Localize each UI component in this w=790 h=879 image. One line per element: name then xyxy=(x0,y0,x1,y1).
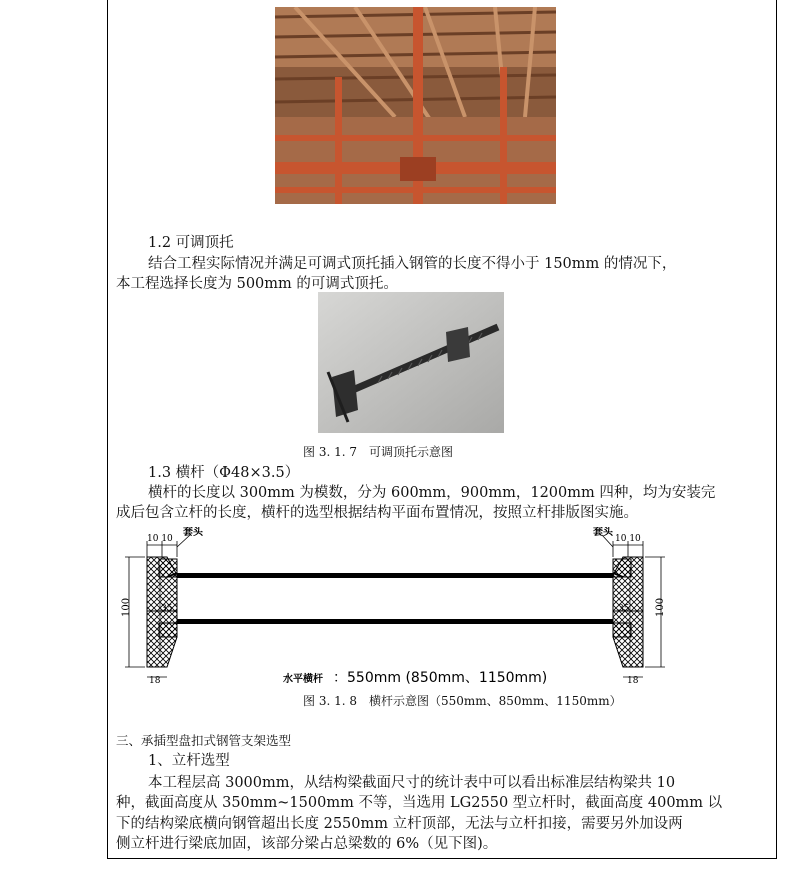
section-3-line2: 种，截面高度从 350mm~1500mm 不等，当选用 LG2550 型立杆时，截面高度 400mm 以 xyxy=(116,795,723,811)
bar-label: 水平横杆 xyxy=(283,674,323,685)
section-3-line3: 下的结构梁底横向钢管超出长度 2550mm 立杆顶部，无法与立杆扣接，需要另外加设两 xyxy=(116,816,683,832)
section-3-line4: 侧立杆进行梁底加固，该部分梁占总梁数的 6%（见下图)。 xyxy=(116,836,498,852)
left-top-dim: 10 10 xyxy=(147,534,173,544)
left-sleeve-label: 套头 xyxy=(183,527,203,538)
scaffold-photo xyxy=(275,7,556,204)
section-3-line1: 本工程层高 3000mm，从结构梁截面尺寸的统计表中可以看出标准层结构梁共 10 xyxy=(148,775,676,791)
left-bottom-dim: 18 xyxy=(149,676,161,686)
left-height-dim: 100 xyxy=(121,597,132,617)
crossbar-diagram xyxy=(115,527,675,687)
section-3-heading: 三、承插型盘扣式钢管支架选型 xyxy=(116,733,292,748)
right-height-dim: 100 xyxy=(655,597,666,617)
section-1-2-line2: 本工程选择长度为 500mm 的可调式顶托。 xyxy=(116,276,398,292)
section-1-2-heading: 1.2 可调顶托 xyxy=(148,235,234,251)
section-1-3-line2: 成后包含立杆的长度，横杆的选型根据结构平面布置情况，按照立杆排版图实施。 xyxy=(116,505,638,521)
left-inner-dim: 35 xyxy=(161,604,173,614)
figure-3-1-8-caption: 图 3. 1. 8 横杆示意图（550mm、850mm、1150mm） xyxy=(303,694,622,708)
bar-length: ：550mm (850mm、1150mm) xyxy=(333,670,548,686)
right-sleeve-label: 套头 xyxy=(593,527,613,538)
section-1-2-line1: 结合工程实际情况并满足可调式顶托插入钢管的长度不得小于 150mm 的情况下， xyxy=(148,256,677,272)
right-bottom-dim: 18 xyxy=(627,676,639,686)
right-inner-dim: 35 xyxy=(618,604,630,614)
adjustable-jack-photo xyxy=(318,292,504,433)
figure-3-1-7-caption: 图 3. 1. 7 可调顶托示意图 xyxy=(303,445,453,459)
right-top-dim: 10 10 xyxy=(615,534,641,544)
section-1-3-heading: 1.3 横杆（Φ48×3.5） xyxy=(148,465,300,481)
section-1-3-line1: 横杆的长度以 300mm 为模数，分为 600mm，900mm，1200mm 四种，均为安装完 xyxy=(148,485,716,501)
section-3-subheading: 1、立杆选型 xyxy=(148,753,230,769)
